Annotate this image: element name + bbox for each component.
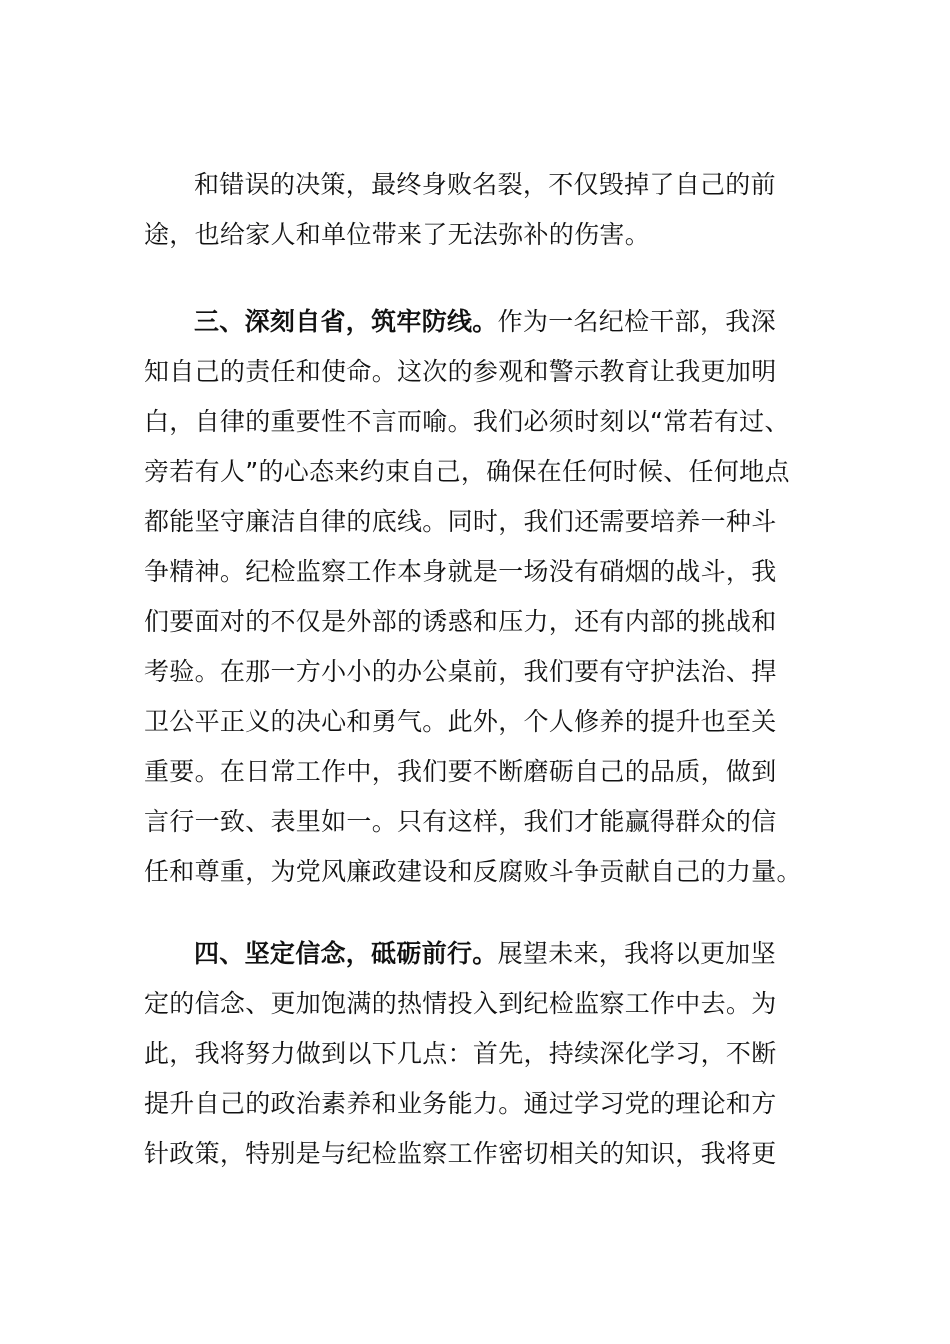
text-line: 知自己的责任和使命。这次的参观和警示教育让我更加明 [144,357,777,386]
section-heading: 三、深刻自省，筑牢防线。 [194,307,498,336]
text-line: 都能坚守廉洁自律的底线。同时，我们还需要培养一种斗 [144,507,777,536]
text-line: 和错误的决策，最终身败名裂，不仅毁掉了自己的前 [194,170,776,199]
text-line: 提升自己的政治素养和业务能力。通过学习党的理论和方 [144,1089,777,1118]
paragraph-section-3 [144,297,804,897]
paragraph-continuation [144,160,804,260]
text-line: 重要。在日常工作中，我们要不断磨砺自己的品质，做到 [144,757,777,786]
text-line-first [144,929,804,979]
text-line: 考验。在那一方小小的办公桌前，我们要有守护法治、捍 [144,657,777,686]
text-run: 作为一名纪检干部，我深 [497,307,776,336]
section-heading: 四、坚定信念，砥砺前行。 [194,939,498,968]
text-line: 言行一致、表里如一。只有这样，我们才能赢得群众的信 [144,807,777,836]
text-line: 途，也给家人和单位带来了无法弥补的伤害。 [144,220,651,249]
text-line-first [144,297,804,347]
text-line: 们要面对的不仅是外部的诱惑和压力，还有内部的挑战和 [144,607,777,636]
text-line: 旁若有人”的心态来约束自己，确保在任何时候、任何地点 [144,457,790,486]
text-line: 争精神。纪检监察工作本身就是一场没有硝烟的战斗，我 [144,557,777,586]
text-run: 展望未来，我将以更加坚 [497,939,776,968]
text-line: 卫公平正义的决心和勇气。此外，个人修养的提升也至关 [144,707,777,736]
text-line: 任和尊重，为党风廉政建设和反腐败斗争贡献自己的力量。 [144,857,802,886]
text-line: 针政策，特别是与纪检监察工作密切相关的知识，我将更 [144,1139,777,1168]
text-line: 白，自律的重要性不言而喻。我们必须时刻以“常若有过、 [144,407,790,436]
text-line: 定的信念、更加饱满的热情投入到纪检监察工作中去。为 [144,989,777,1018]
paragraph-section-4 [144,929,804,1179]
text-line: 此，我将努力做到以下几点：首先，持续深化学习，不断 [144,1039,777,1068]
